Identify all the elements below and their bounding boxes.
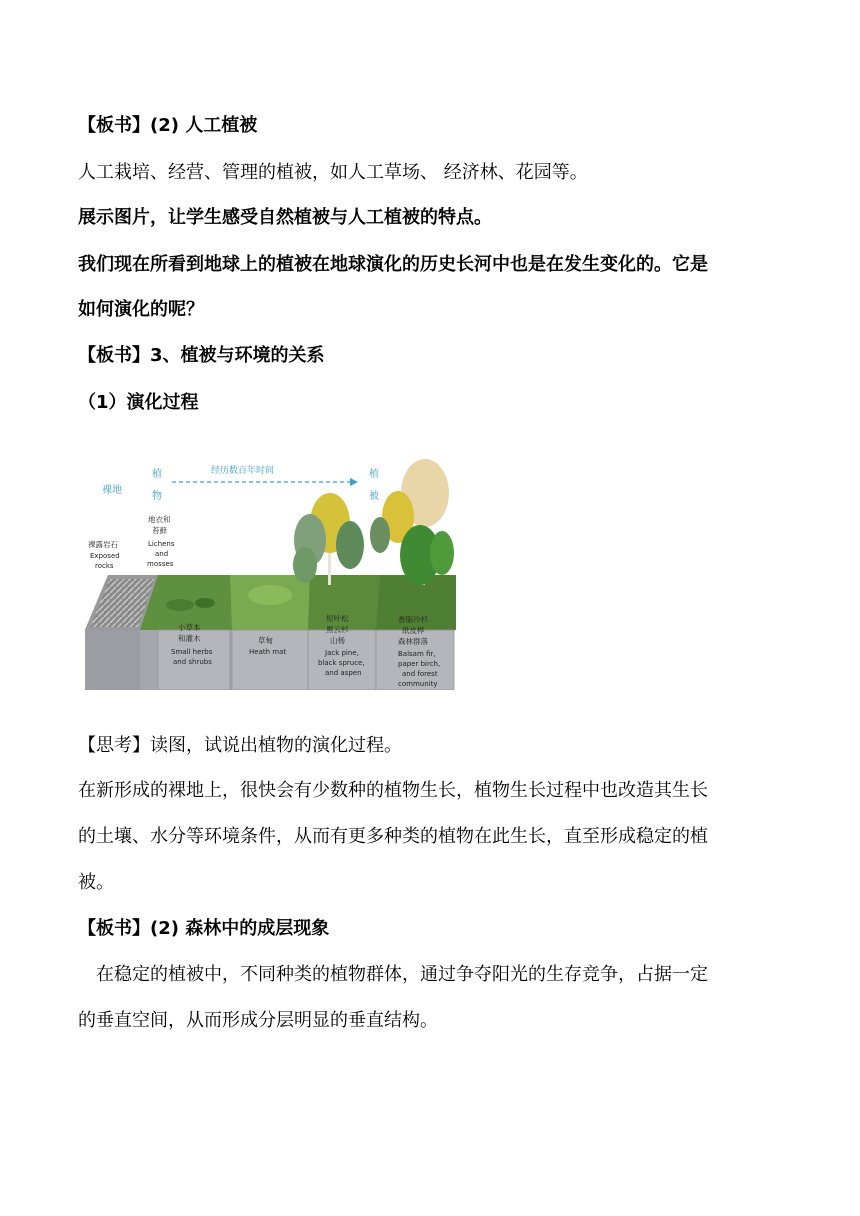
fig-pine-zh-3: 山杨 (330, 636, 345, 645)
fig-forest-en-4: community (398, 680, 438, 688)
fig-herbs-en-2: and shrubs (173, 658, 212, 666)
paragraph-layering-line1: 在稳定的植被中，不同种类的植物群体，通过争夺阳光的生存竞争，占据一定 (96, 964, 708, 985)
fig-forest-en-3: and forest (402, 670, 438, 678)
fig-forest-zh-3: 森林群落 (398, 637, 428, 646)
fig-heath-zh: 草甸 (258, 636, 273, 645)
fig-rocks-zh: 裸露岩石 (88, 540, 118, 549)
fig-lichens-zh-1: 地衣和 (148, 515, 171, 524)
fig-forest-en-2: paper birch, (398, 660, 441, 668)
heading-evolution-process: （1）演化过程 (78, 392, 199, 413)
fig-forest-zh-2: 纸皮桦 (402, 626, 425, 635)
fig-label-bare-land: 裸地 (102, 485, 122, 496)
paragraph-evolution-line2: 如何演化的呢？ (78, 299, 204, 320)
paragraph-answer-line3: 被。 (78, 872, 114, 893)
fig-rocks-en-2: rocks (95, 562, 114, 570)
fig-forest-en-1: Balsam fir, (398, 650, 436, 658)
heading-forest-layering: 【板书】(2) 森林中的成层现象 (78, 918, 330, 939)
paragraph-answer-line2: 的土壤、水分等环境条件，从而有更多种类的植物在此生长，直至形成稳定的植 (78, 826, 708, 847)
fig-heath-en: Heath mat (249, 648, 287, 656)
fig-herbs-zh-1: 小草本 (178, 623, 201, 632)
fig-pine-en-1: Jack pine, (325, 649, 359, 657)
fig-lichens-en-2: and (155, 550, 169, 558)
paragraph-answer-line1: 在新形成的裸地上，很快会有少数种的植物生长，植物生长过程中也改造其生长 (78, 780, 708, 801)
fig-arrow-label: 经历数百年时间 (211, 466, 275, 476)
fig-pine-en-2: black spruce, (318, 659, 365, 667)
paragraph-think: 【思考】读图，试说出植物的演化过程。 (78, 735, 402, 756)
fig-label-plant-2: 物 (152, 491, 162, 502)
fig-herbs-zh-2: 和灌木 (178, 634, 201, 643)
fig-pine-zh-1: 短叶松 (326, 614, 349, 623)
fig-forest-zh-1: 香脂冷杉 (398, 615, 428, 624)
heading-artificial-vegetation: 【板书】(2) 人工植被 (78, 115, 258, 136)
fig-herbs-en-1: Small herbs (171, 648, 213, 656)
paragraph-show-pictures: 展示图片，让学生感受自然植被与人工植被的特点。 (78, 207, 492, 228)
fig-lichens-zh-2: 苔藓 (152, 526, 167, 535)
heading-vegetation-environment: 【板书】3、植被与环境的关系 (78, 345, 325, 366)
fig-label-veg-2: 被 (369, 491, 379, 502)
fig-lichens-en-3: mosses (147, 560, 174, 568)
fig-label-plant-1: 植 (152, 469, 162, 480)
fig-label-veg-1: 植 (369, 469, 379, 480)
paragraph-evolution-line1: 我们现在所看到地球上的植被在地球演化的历史长河中也是在发生变化的。它是 (78, 254, 708, 275)
fig-pine-zh-2: 黑云杉 (326, 625, 349, 634)
fig-pine-en-3: and aspen (325, 669, 362, 677)
fig-rocks-en-1: Exposed (90, 552, 120, 560)
paragraph-layering-line2: 的垂直空间，从而形成分层明显的垂直结构。 (78, 1010, 438, 1031)
succession-figure (80, 455, 458, 690)
paragraph-artificial-definition: 人工栽培、经营、管理的植被，如人工草场、 经济林、花园等。 (78, 162, 588, 183)
fig-lichens-en-1: Lichens (148, 540, 175, 548)
